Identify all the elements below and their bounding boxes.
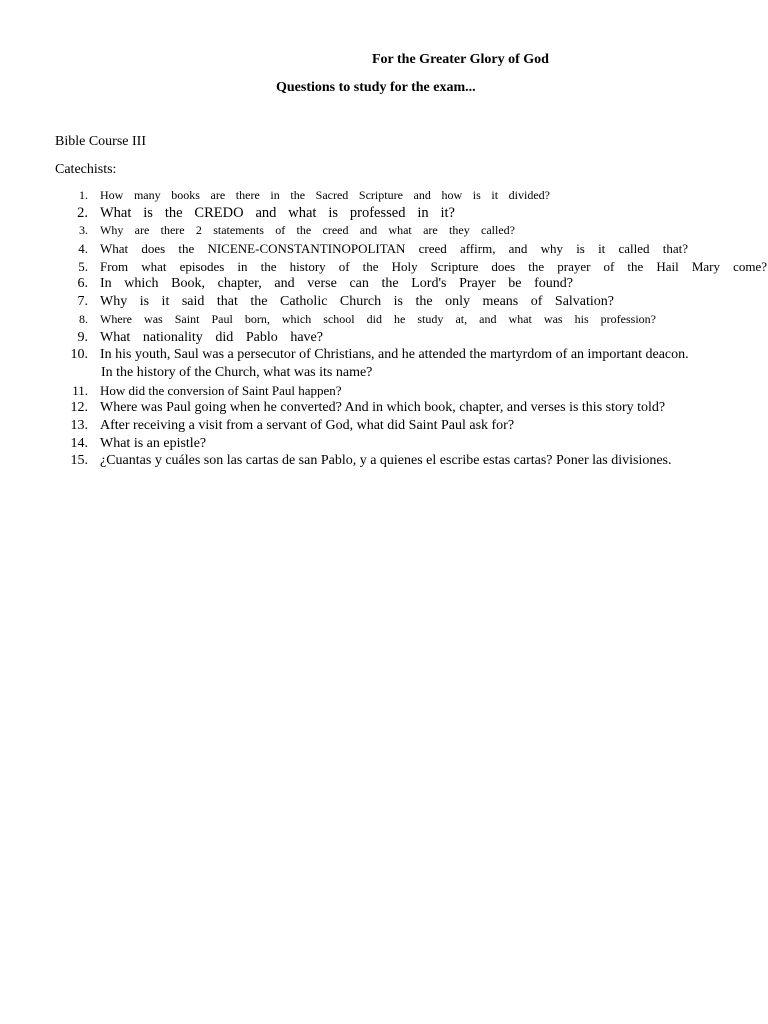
question-number: 2. (77, 204, 88, 221)
question-text: After receiving a visit from a servant of God, what did Saint Paul ask for? (100, 417, 515, 433)
question-item (0, 258, 768, 276)
question-item (0, 399, 768, 417)
question-number: 5. (78, 258, 88, 274)
question-text: What is an epistle? (100, 435, 207, 451)
question-item (0, 275, 768, 293)
question-text: In which Book, chapter, and verse can the Lord's Prayer be found? (100, 276, 573, 292)
question-text: Why is it said that the Catholic Church is the only means of Salvation? (100, 294, 614, 310)
question-number: 7. (77, 294, 88, 310)
question-number: 12. (70, 400, 88, 416)
question-text: Where was Saint Paul born, which school did he study at, and what was his profession? (100, 311, 656, 326)
question-text-continued: In the history of the Church, what was its name? (101, 364, 373, 380)
question-number: 9. (77, 329, 88, 345)
question-text: In his youth, Saul was a persecutor of Christians, and he attended the martyrdom of an important deacon. (100, 347, 689, 363)
question-text: What is the CREDO and what is professed in it? (100, 204, 455, 221)
page-subtitle: Questions to study for the exam... (276, 80, 476, 95)
question-number: 13. (70, 417, 88, 433)
question-item (0, 382, 768, 400)
question-number: 14. (70, 435, 88, 451)
question-item (0, 311, 768, 329)
question-number: 3. (79, 223, 88, 238)
question-text: ¿Cuantas y cuáles son las cartas de san Pablo, y a quienes el escribe estas cartas? Poner las divisiones. (100, 453, 672, 469)
question-text: From what episodes in the history of the Holy Scripture does the prayer of the Hail Mary come? (100, 258, 767, 274)
question-number: 8. (79, 311, 88, 326)
question-text: Where was Paul going when he converted? And in which book, chapter, and verses is this story told? (100, 400, 666, 416)
question-text: What nationality did Pablo have? (100, 329, 323, 345)
course-name: Bible Course III (55, 134, 146, 149)
question-item (0, 205, 768, 223)
question-number: 1. (79, 188, 88, 202)
question-item (0, 293, 768, 311)
audience-label: Catechists: (55, 162, 117, 177)
question-item (0, 187, 768, 205)
questions-list (0, 187, 768, 470)
question-number: 6. (77, 276, 88, 292)
question-item (0, 452, 768, 470)
question-item (0, 329, 768, 347)
question-text: How many books are there in the Sacred Scripture and how is it divided? (100, 188, 550, 202)
page-title: For the Greater Glory of God (372, 52, 549, 67)
question-item (0, 417, 768, 435)
question-number: 4. (78, 241, 88, 257)
question-item (0, 435, 768, 453)
question-item (0, 346, 768, 381)
question-number: 10. (70, 347, 88, 363)
question-item (0, 222, 768, 240)
question-item (0, 240, 768, 258)
question-number: 15. (70, 453, 88, 469)
question-text: Why are there 2 statements of the creed and what are they called? (100, 223, 515, 238)
question-text: What does the NICENE-CONSTANTINOPOLITAN creed affirm, and why is it called that? (100, 241, 688, 257)
question-number: 11. (72, 382, 88, 398)
question-text: How did the conversion of Saint Paul happen? (100, 382, 342, 398)
